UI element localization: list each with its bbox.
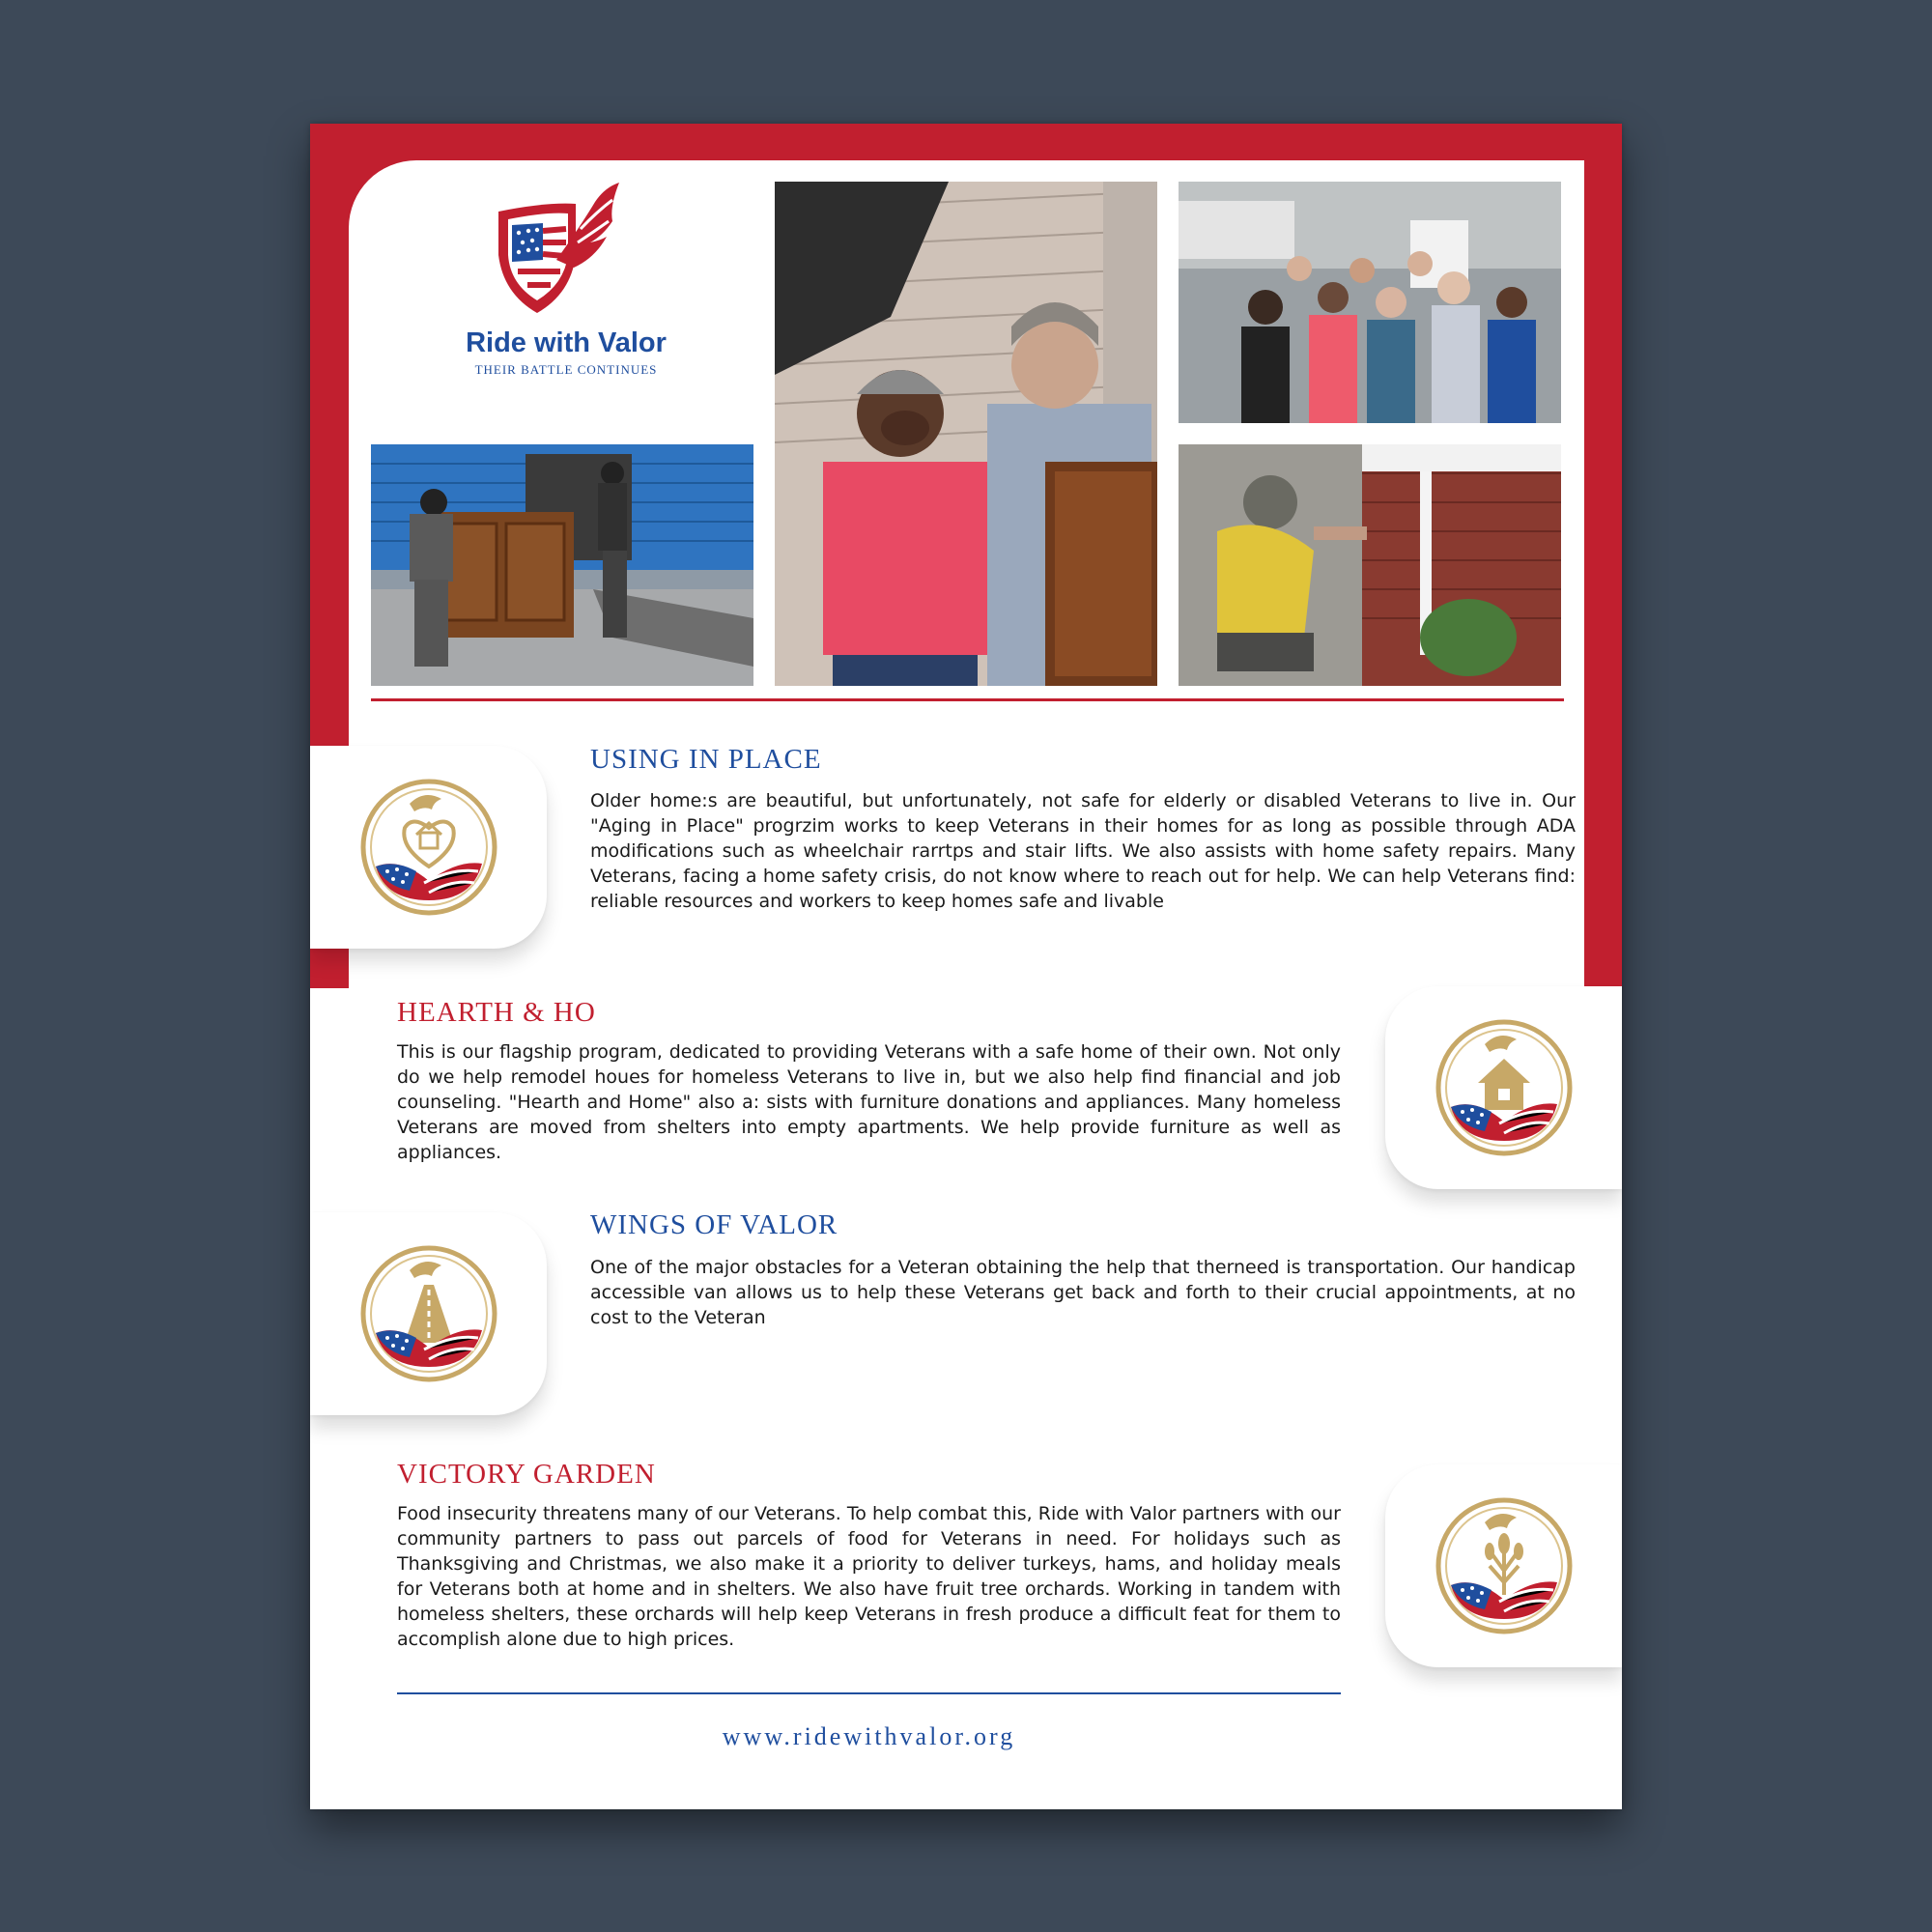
section-title-hearth-home: HEARTH & HO bbox=[397, 997, 596, 1028]
eagle-heart-home-icon bbox=[356, 775, 501, 920]
brand-name: Ride with Valor bbox=[466, 327, 667, 358]
footer-divider bbox=[397, 1692, 1341, 1694]
brand-logo bbox=[431, 183, 701, 434]
website-url[interactable]: www.ridewithvalor.org bbox=[722, 1722, 1016, 1750]
section-title-wings-of-valor: WINGS OF VALOR bbox=[590, 1209, 838, 1240]
shield-wing-icon bbox=[489, 183, 634, 318]
using-in-place-icon-card bbox=[310, 746, 547, 949]
hearth-home-icon-card bbox=[1385, 986, 1622, 1189]
section-body-using-in-place: Older home:s are beautiful, but unfortunately, not safe for elderly or disabled Veterans to live in. Our "Aging in Place" progrzim works to keep Veterans in their homes for as long as possible through ADA modifications such as wheelchair rarrtps and stair lifts. We also assists with home safety repairs. Many Veterans, facing a home safety crisis, do not know where to reach out for help. We can help Veterans find: reliable resources and workers to keep homes safe and livable bbox=[590, 790, 1576, 912]
surprised-woman-photo bbox=[775, 182, 1157, 686]
wings-of-valor-icon-card bbox=[310, 1212, 547, 1415]
section-title-using-in-place: USING IN PLACE bbox=[590, 744, 822, 775]
header-divider bbox=[371, 698, 1564, 701]
group-photo bbox=[1179, 182, 1561, 423]
flyer-page bbox=[310, 124, 1622, 1809]
section-title-victory-garden: VICTORY GARDEN bbox=[397, 1459, 656, 1490]
section-body-hearth-home: This is our flagship program, dedicated to providing Veterans with a safe home of their own. Not only do we help remodel houes for homeless Veterans to live in, but we also help find financial and job counseling. "Hearth and Home" also a: sists with furniture donations and appliances. Many homeless Veterans are moved from shelters into empty apartments. We help provide furniture as well as appliances. bbox=[397, 1041, 1341, 1163]
section-body-wings-of-valor: One of the major obstacles for a Veteran obtaining the help that therneed is transportation. Our handicap accessible van allows us to help these Veterans get back and forth to their crucial appointments, at no cost to the Veteran bbox=[590, 1257, 1576, 1328]
section-body-victory-garden: Food insecurity threatens many of our Veterans. To help combat this, Ride with Valor partners with our community partners to pass out parcels of food for Veterans in need. For holidays such as Thanksgiving and Christmas, we also make it a priority to deliver turkeys, hams, and holiday meals for Veterans both at home and in shelters. We also have fruit tree orchards. Working in tandem with homeless shelters, these orchards will help keep Veterans in fresh produce a difficult feat for them to accomplish alone due to high prices. bbox=[397, 1503, 1341, 1650]
victory-garden-icon-card bbox=[1385, 1464, 1622, 1667]
brand-tagline: THEIR BATTLE CONTINUES bbox=[474, 362, 658, 377]
moving-furniture-photo bbox=[371, 444, 753, 686]
repair-work-photo bbox=[1179, 444, 1561, 686]
eagle-road-icon bbox=[356, 1241, 501, 1386]
eagle-wheat-icon bbox=[1432, 1493, 1577, 1638]
eagle-house-icon bbox=[1432, 1015, 1577, 1160]
